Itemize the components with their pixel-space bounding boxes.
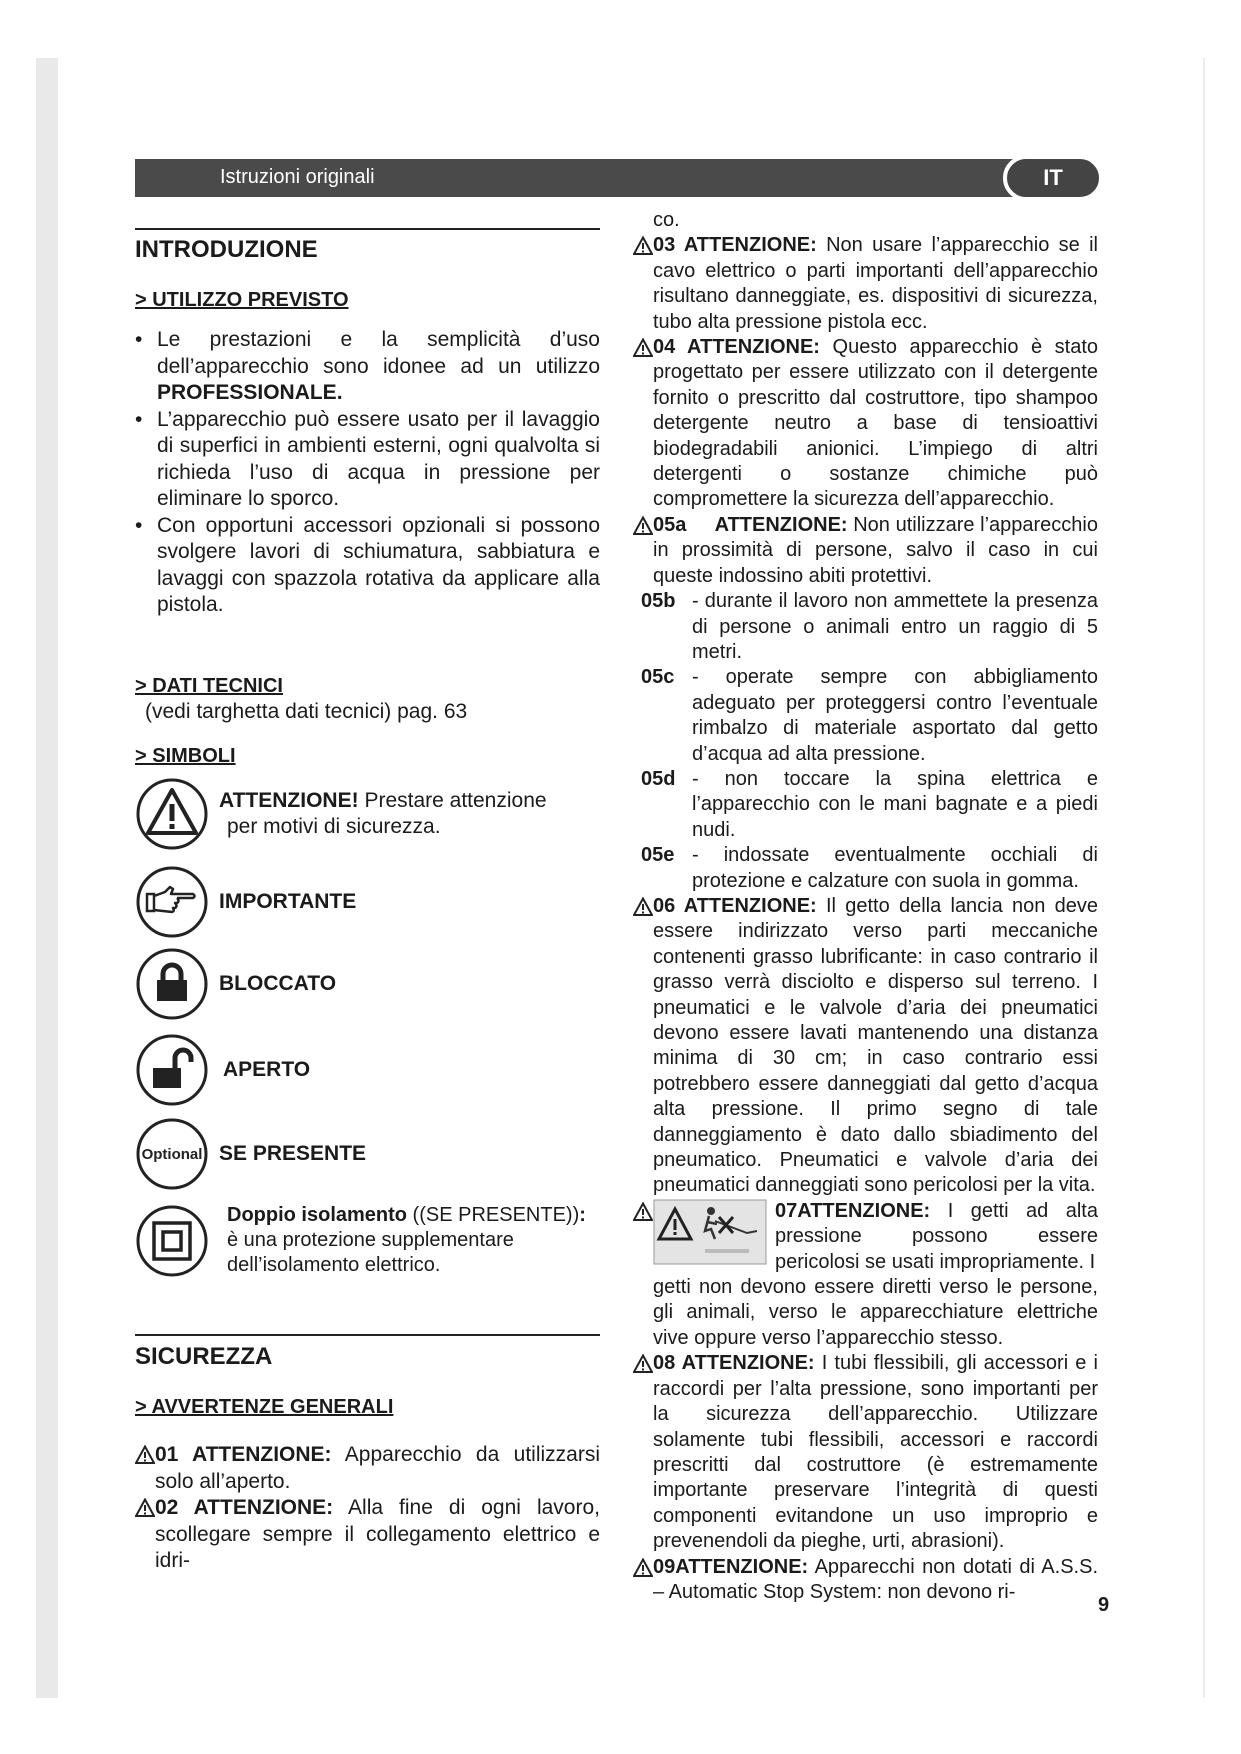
simboli-heading: > SIMBOLI (135, 745, 236, 767)
symbol-importante-label: IMPORTANTE (219, 889, 357, 913)
warning-06 (633, 894, 1098, 1199)
symbol-bloccato (135, 947, 600, 1021)
symbol-doppio-text: è una protezione supplementare dell’isolamento elettrico. (227, 1229, 514, 1276)
pointing-hand-icon (135, 865, 209, 939)
warning-09-label: 09ATTENZIONE: (653, 1555, 809, 1578)
list-item-text: Le prestazioni e la semplicità d’uso dell’apparecchio sono idonee ad un utilizzo (157, 328, 600, 378)
warning-02-text: Alla fine di ogni lavoro, scollegare sempre il collegamento elettrico e idri- (155, 1496, 600, 1572)
symbol-doppio-colon: : (579, 1204, 586, 1226)
warning-07-text2: getti non devono essere diretti verso le persone, gli animali, verso le apparecchiature elettriche vive oppure verso l’apparecchio stesso. (653, 1276, 1098, 1349)
warning-05c-text: - operate sempre con abbigliamento adeguato per proteggersi contro l’eventuale rimbalzo di materiale asportato dal getto d’acqua ad alta pressione. (692, 666, 1098, 765)
warning-05a-text: Non utilizzare l’apparecchio in prossimità di persone, salvo il caso in cui queste indossino abiti protettivi. (653, 513, 1098, 587)
warning-icon (135, 1498, 155, 1518)
list-item-text: Con opportuni accessori opzionali si possono svolgere lavori di schiumatura, sabbiatura e lavaggi con spazzola rotativa da applicare alla pistola. (157, 513, 600, 616)
warning-05b-key: 05b (641, 590, 676, 613)
dati-heading: > DATI TECNICI (135, 674, 283, 697)
warning-05d-key: 05d (641, 767, 676, 790)
optional-icon-text: Optional (141, 1146, 203, 1163)
avvertenze-heading: > AVVERTENZE GENERALI (135, 1396, 394, 1418)
symbol-att-bold: ATTENZIONE! (219, 788, 359, 812)
symbol-doppio-isolamento: Doppio isolamento ((SE PRESENTE)): è una protezione supplementare dell’isolamento elettrico. (135, 1203, 600, 1278)
warning-03 (633, 233, 1098, 335)
intro-heading: INTRODUZIONE (135, 236, 318, 263)
symbol-att-text: Prestare attenzione (364, 788, 547, 812)
warning-02 (135, 1495, 600, 1575)
warning-07-label: 07ATTENZIONE: (775, 1199, 931, 1222)
list-item: • Le prestazioni e la semplicità d’uso dell’apparecchio sono idonee ad un utilizzo PROFESSIONALE. (135, 328, 600, 404)
list-item-text: L’apparecchio può essere usato per il lavaggio di superfici in ambienti esterni, ogni qualvolta si richieda l’uso di acqua in pressione per eliminare lo sporco. (157, 407, 600, 510)
warning-05a (633, 513, 1098, 589)
symbol-aperto-label: APERTO (223, 1057, 311, 1081)
language-badge: IT (1003, 155, 1103, 201)
symbol-att-text2: per motivi di sicurezza. (227, 815, 441, 838)
page-right-edge (1203, 58, 1205, 1698)
warning-08 (633, 1351, 1098, 1554)
warning-04-text: Questo apparecchio è stato progettato per essere utilizzato con il detergente fornito o prescritto dal costruttore, tipo shampoo detergente neutro a base di tensioattivi biodegradabili anionici. L’impiego di altri detergenti o sostanze chimiche può compromettere la sicurezza dell’apparecchio. (653, 336, 1099, 511)
lock-open-icon (135, 1033, 209, 1107)
warning-05e (633, 843, 1098, 894)
warning-05d (633, 767, 1098, 843)
warning-icon (633, 897, 653, 917)
warning-triangle-icon (135, 777, 209, 851)
optional-icon (135, 1117, 209, 1191)
symbol-aperto (135, 1033, 600, 1107)
warning-05e-text: - indossate eventualmente occhiali di protezione e calzature con suola in gomma. (692, 844, 1098, 892)
utilizzo-list (135, 327, 600, 619)
warning-icon (633, 1202, 653, 1222)
sicurezza-heading: SICUREZZA (135, 1343, 273, 1370)
symbol-presente-label: SE PRESENTE (219, 1141, 367, 1165)
utilizzo-heading: > UTILIZZO PREVISTO (135, 289, 349, 311)
list-item: • Con opportuni accessori opzionali si possono svolgere lavori di schiumatura, sabbiatura e lavaggi con spazzola rotativa da applicare alla pistola. (135, 513, 600, 619)
warning-01-text: Apparecchio da utilizzarsi solo all’aperto. (155, 1443, 600, 1493)
warning-09-text: Apparecchi non dotati di A.S.S. – Automatic Stop System: non devono ri- (653, 1555, 1098, 1603)
warning-05c (633, 665, 1098, 767)
warning-03-label: 03 ATTENZIONE: (653, 234, 817, 257)
warning-05b (633, 589, 1098, 665)
symbol-se-presente (135, 1117, 600, 1191)
warning-icon (135, 1445, 155, 1465)
symbol-doppio-bold: Doppio isolamento (227, 1204, 407, 1226)
continued-text: co. (653, 209, 680, 231)
high-pressure-jet-warning-icon (653, 1199, 767, 1265)
warning-01-label: 01 ATTENZIONE: (155, 1443, 332, 1466)
warning-07 (633, 1199, 1098, 1275)
page-left-margin-strip (36, 58, 58, 1698)
warning-icon (633, 338, 653, 358)
warning-05e-key: 05e (641, 844, 675, 867)
warning-08-text: I tubi flessibili, gli accessori e i raccordi per l’alta pressione, sono importanti per la sicurezza dell’apparecchio. Utilizzare solamente tubi flessibili, accessori e raccordi prescritti dal costruttore (è estremamente importante preservare l’integrità di questi componenti evitandone un uso improprio e prevenendoli da pieghe, urti, abrasioni). (653, 1352, 1098, 1553)
warning-icon (633, 236, 653, 256)
section-divider (135, 228, 600, 230)
list-item-bold: PROFESSIONALE. (157, 381, 343, 404)
symbol-doppio-mid: (SE PRESENTE) (419, 1204, 573, 1226)
warning-05d-text: - non toccare la spina elettrica e l’apparecchio con le mani bagnate e a piedi nudi. (692, 767, 1098, 841)
symbol-importante (135, 865, 600, 939)
warning-03-text: Non usare l’apparecchio se il cavo elettrico o parti importanti dell’apparecchio risultano danneggiate, es. dispositivi di sicurezza, tubo alta pressione pistola ecc. (653, 234, 1098, 333)
warning-05a-label: ATTENZIONE: (714, 513, 848, 536)
warning-05c-key: 05c (641, 666, 675, 689)
warning-icon (633, 1558, 653, 1578)
warning-05b-text: - durante il lavoro non ammettete la presenza di persone o animali entro un raggio di 5 metri. (692, 590, 1098, 663)
lock-closed-icon (135, 947, 209, 1021)
list-item: • L’apparecchio può essere usato per il lavaggio di superfici in ambienti esterni, ogni qualvolta si richieda l’uso di acqua in pressione per eliminare lo sporco. (135, 407, 600, 513)
warning-06-text: Il getto della lancia non deve essere indirizzato verso parti meccaniche contenenti grasso lubrificante: in caso contrario il grasso verrà disciolto e disperso sul terreno. I pneumatici e le valvole d’aria dei pneumatici devono essere lavati mantenendo una distanza minima di 30 cm; in caso contrario essi potrebbero essere danneggiati dal getto d’acqua alta pressione. Il primo segno di tale danneggiamento è dato dallo sbiadimento del pneumatico. Pneumatici e valvole d’aria dei pneumatici danneggiati sono pericolosi per la vita. (653, 894, 1099, 1197)
warning-01 (135, 1442, 600, 1495)
page-number: 9 (1098, 1594, 1110, 1616)
warning-05a-key: 05a (653, 513, 687, 536)
section-divider (135, 1334, 600, 1336)
right-column (633, 208, 1098, 1605)
warning-08-label: 08 ATTENZIONE: (653, 1352, 815, 1375)
dati-text: (vedi targhetta dati tecnici) pag. 63 (145, 699, 468, 723)
symbol-bloccato-label: BLOCCATO (219, 971, 337, 995)
warning-06-label: 06 ATTENZIONE: (653, 894, 817, 917)
symbol-attenzione (135, 777, 600, 851)
warning-04-label: 04 ATTENZIONE: (653, 336, 820, 359)
warning-09 (633, 1555, 1098, 1606)
warning-icon (633, 1354, 653, 1374)
warning-02-label: 02 ATTENZIONE: (155, 1496, 334, 1519)
left-column (135, 228, 600, 1575)
warning-04 (633, 335, 1098, 513)
double-insulation-icon (135, 1204, 209, 1278)
warning-07-text1: I getti ad alta pressione possono essere pericolosi se usati impropriamente. I (775, 1199, 1098, 1273)
warning-icon (633, 516, 653, 536)
header-title: Istruzioni originali (220, 166, 375, 188)
